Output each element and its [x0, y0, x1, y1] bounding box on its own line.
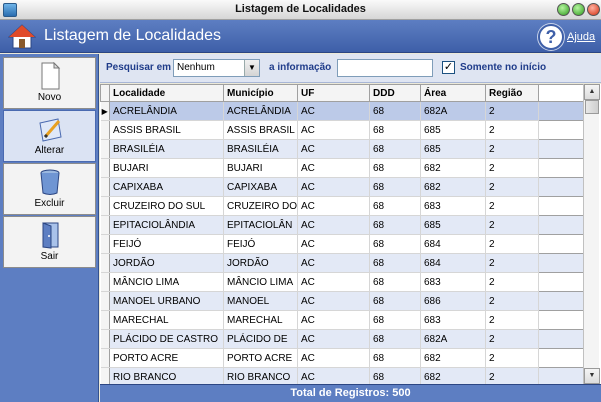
table-row[interactable] — [101, 178, 591, 197]
home-icon — [8, 23, 36, 50]
table-row[interactable] — [101, 197, 591, 216]
table-cell[interactable]: 2 — [486, 159, 539, 178]
page-title: Listagem de Localidades — [44, 27, 222, 44]
table-cell[interactable]: 2 — [486, 121, 539, 140]
chevron-down-icon[interactable]: ▼ — [244, 60, 259, 76]
new-button-label: Novo — [37, 92, 62, 103]
table-cell[interactable]: MÂNCIO LIMA — [224, 273, 298, 292]
minimize-button[interactable] — [557, 3, 570, 16]
table-cell[interactable]: 2 — [486, 235, 539, 254]
row-indicator[interactable] — [101, 292, 110, 311]
page-header — [0, 20, 601, 53]
table-cell[interactable]: JORDÃO — [110, 254, 224, 273]
row-indicator[interactable] — [101, 311, 110, 330]
table-cell[interactable]: 683 — [421, 273, 486, 292]
row-indicator[interactable] — [101, 121, 110, 140]
table-cell[interactable]: FEIJÓ — [224, 235, 298, 254]
table-cell[interactable]: AC — [298, 254, 370, 273]
trash-icon — [37, 168, 63, 196]
table-cell[interactable]: 682 — [421, 159, 486, 178]
row-indicator-header — [101, 85, 110, 102]
row-indicator[interactable] — [101, 216, 110, 235]
table-cell[interactable]: 2 — [486, 140, 539, 159]
table-cell[interactable]: 2 — [486, 197, 539, 216]
table-row[interactable] — [101, 292, 591, 311]
table-row[interactable] — [101, 254, 591, 273]
table-cell[interactable]: 68 — [370, 368, 421, 385]
table-row[interactable] — [101, 102, 591, 121]
table-cell[interactable]: BUJARI — [110, 159, 224, 178]
table-row[interactable] — [101, 140, 591, 159]
table-cell[interactable]: 684 — [421, 235, 486, 254]
table-cell[interactable]: 68 — [370, 330, 421, 349]
table-cell[interactable]: AC — [298, 216, 370, 235]
row-indicator[interactable] — [101, 140, 110, 159]
table-cell[interactable]: 682 — [421, 178, 486, 197]
table-cell[interactable]: AC — [298, 368, 370, 385]
help-link[interactable]: Ajuda — [567, 31, 596, 43]
table-row[interactable] — [101, 311, 591, 330]
table-row[interactable] — [101, 159, 591, 178]
table-cell[interactable]: 68 — [370, 273, 421, 292]
row-indicator[interactable] — [101, 235, 110, 254]
table-row[interactable] — [101, 121, 591, 140]
row-indicator[interactable] — [101, 197, 110, 216]
column-header[interactable]: Município — [224, 85, 298, 102]
table-row[interactable] — [101, 216, 591, 235]
window-title: Listagem de Localidades — [235, 3, 366, 15]
maximize-button[interactable] — [572, 3, 585, 16]
column-header[interactable]: Área — [421, 85, 486, 102]
info-label: a informação — [269, 62, 332, 73]
table-cell[interactable]: ASSIS BRASIL — [224, 121, 298, 140]
table-cell[interactable]: 685 — [421, 140, 486, 159]
table-cell[interactable]: CRUZEIRO DO — [224, 197, 298, 216]
edit-button[interactable] — [3, 110, 96, 162]
table-cell[interactable]: 68 — [370, 216, 421, 235]
exit-door-icon — [37, 221, 63, 249]
search-field-value: Nenhum — [177, 62, 215, 73]
table-cell[interactable]: 68 — [370, 140, 421, 159]
table-row[interactable] — [101, 368, 591, 385]
table-cell[interactable]: RIO BRANCO — [110, 368, 224, 385]
table-cell[interactable]: 683 — [421, 197, 486, 216]
table-cell[interactable]: 68 — [370, 159, 421, 178]
table-cell[interactable]: AC — [298, 330, 370, 349]
table-cell[interactable]: AC — [298, 159, 370, 178]
table-row[interactable] — [101, 235, 591, 254]
column-header[interactable]: Região — [486, 85, 539, 102]
table-row[interactable] — [101, 349, 591, 368]
document-icon — [37, 62, 63, 90]
scroll-down-icon[interactable]: ▼ — [584, 368, 600, 384]
table-cell[interactable]: AC — [298, 311, 370, 330]
help-icon[interactable]: ? — [538, 24, 564, 50]
table-cell[interactable]: CRUZEIRO DO SUL — [110, 197, 224, 216]
table-cell[interactable]: 68 — [370, 311, 421, 330]
table-cell[interactable]: 2 — [486, 273, 539, 292]
table-cell[interactable]: PLÁCIDO DE CASTRO — [110, 330, 224, 349]
table-cell[interactable]: 2 — [486, 311, 539, 330]
table-cell[interactable]: 68 — [370, 292, 421, 311]
table-cell[interactable]: AC — [298, 102, 370, 121]
delete-button-label: Excluir — [34, 198, 65, 209]
table-cell[interactable]: AC — [298, 178, 370, 197]
table-cell[interactable]: CAPIXABA — [110, 178, 224, 197]
table-cell[interactable]: AC — [298, 273, 370, 292]
table-cell[interactable]: ACRELÂNDIA — [224, 102, 298, 121]
table-cell[interactable]: 2 — [486, 368, 539, 385]
table-cell[interactable]: PORTO ACRE — [224, 349, 298, 368]
table-cell[interactable]: 68 — [370, 121, 421, 140]
edit-button-label: Alterar — [34, 145, 65, 156]
table-row[interactable] — [101, 273, 591, 292]
edit-icon — [37, 115, 63, 143]
window-titlebar — [0, 0, 601, 20]
table-cell[interactable]: AC — [298, 140, 370, 159]
delete-button[interactable] — [3, 163, 96, 215]
table-cell[interactable]: RIO BRANCO — [224, 368, 298, 385]
table-cell[interactable]: MARECHAL — [224, 311, 298, 330]
table-cell[interactable]: 68 — [370, 178, 421, 197]
table-cell[interactable]: BUJARI — [224, 159, 298, 178]
row-indicator[interactable] — [101, 368, 110, 385]
localities-table — [100, 84, 601, 384]
search-bar — [100, 54, 601, 83]
table-cell[interactable]: MÂNCIO LIMA — [110, 273, 224, 292]
table-cell[interactable]: 2 — [486, 330, 539, 349]
search-field-select[interactable] — [173, 59, 260, 77]
table-cell[interactable]: FEIJÓ — [110, 235, 224, 254]
table-cell[interactable]: AC — [298, 292, 370, 311]
table-cell[interactable]: BRASILÉIA — [110, 140, 224, 159]
table-cell[interactable]: AC — [298, 349, 370, 368]
table-row[interactable] — [101, 330, 591, 349]
vertical-scrollbar[interactable] — [583, 84, 599, 384]
column-header[interactable]: DDD — [370, 85, 421, 102]
table-cell[interactable]: 68 — [370, 349, 421, 368]
table-cell[interactable]: 682A — [421, 102, 486, 121]
table-cell[interactable]: 68 — [370, 102, 421, 121]
search-input[interactable] — [337, 59, 433, 77]
table-cell[interactable]: AC — [298, 121, 370, 140]
table-cell[interactable]: 68 — [370, 254, 421, 273]
row-indicator[interactable] — [101, 349, 110, 368]
table-cell[interactable]: AC — [298, 235, 370, 254]
table-cell[interactable]: 682 — [421, 349, 486, 368]
row-indicator[interactable] — [101, 254, 110, 273]
sidebar — [0, 54, 99, 402]
table-cell[interactable]: MANOEL — [224, 292, 298, 311]
only-start-checkbox[interactable]: ✓ — [443, 61, 454, 73]
table-cell[interactable]: 683 — [421, 311, 486, 330]
column-header[interactable]: UF — [298, 85, 370, 102]
table-cell[interactable]: 682 — [421, 368, 486, 385]
table-cell[interactable]: EPITACIOLÂNDIA — [110, 216, 224, 235]
table-cell[interactable]: ACRELÂNDIA — [110, 102, 224, 121]
table-cell[interactable]: EPITACIOLÂN — [224, 216, 298, 235]
column-header[interactable]: Localidade — [110, 85, 224, 102]
table-cell[interactable]: 682A — [421, 330, 486, 349]
exit-button[interactable] — [3, 216, 96, 268]
table-cell[interactable]: 68 — [370, 235, 421, 254]
close-button[interactable] — [587, 3, 600, 16]
table-cell[interactable]: 2 — [486, 216, 539, 235]
table-cell[interactable]: 2 — [486, 292, 539, 311]
row-indicator[interactable] — [101, 178, 110, 197]
scroll-up-icon[interactable]: ▲ — [584, 84, 600, 100]
scroll-thumb[interactable] — [585, 100, 599, 114]
table-cell[interactable]: 2 — [486, 349, 539, 368]
table-cell[interactable]: 685 — [421, 121, 486, 140]
only-start-label: Somente no início — [460, 62, 547, 73]
table-cell[interactable]: BRASILÉIA — [224, 140, 298, 159]
search-in-label: Pesquisar em — [106, 62, 172, 73]
table-cell[interactable]: 686 — [421, 292, 486, 311]
exit-button-label: Sair — [40, 251, 59, 262]
table-cell[interactable]: MARECHAL — [110, 311, 224, 330]
table-cell[interactable]: 2 — [486, 178, 539, 197]
table-cell[interactable]: PLÁCIDO DE — [224, 330, 298, 349]
table-cell[interactable]: 2 — [486, 254, 539, 273]
table-cell[interactable]: AC — [298, 197, 370, 216]
table-cell[interactable]: 68 — [370, 197, 421, 216]
row-indicator[interactable] — [101, 273, 110, 292]
table-cell[interactable]: JORDÃO — [224, 254, 298, 273]
row-indicator[interactable]: ▶ — [101, 102, 110, 121]
row-indicator[interactable] — [101, 330, 110, 349]
table-cell[interactable]: 685 — [421, 216, 486, 235]
table-cell[interactable]: CAPIXABA — [224, 178, 298, 197]
row-indicator[interactable] — [101, 159, 110, 178]
table-cell[interactable]: 684 — [421, 254, 486, 273]
record-count: Total de Registros: 500 — [100, 384, 601, 402]
new-button[interactable] — [3, 57, 96, 109]
table-header-row — [101, 85, 591, 102]
table-cell[interactable]: 2 — [486, 102, 539, 121]
table-cell[interactable]: MANOEL URBANO — [110, 292, 224, 311]
table-cell[interactable]: PORTO ACRE — [110, 349, 224, 368]
table-cell[interactable]: ASSIS BRASIL — [110, 121, 224, 140]
